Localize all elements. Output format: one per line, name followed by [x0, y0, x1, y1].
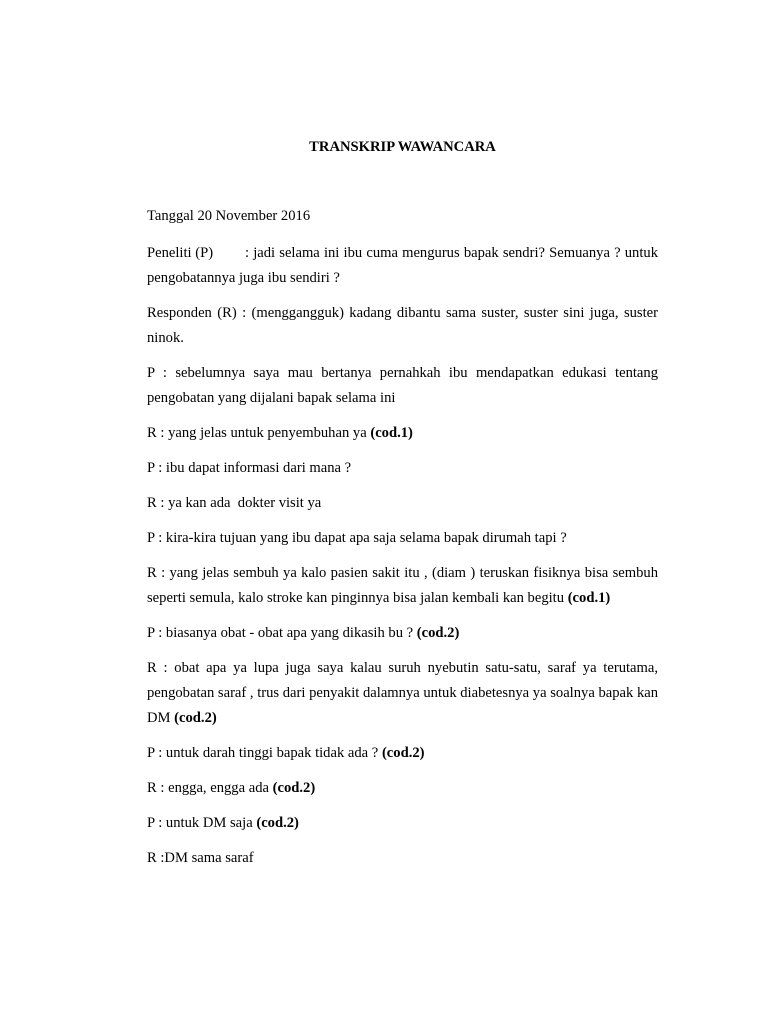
code-tag: (cod.2): [256, 815, 299, 831]
transcript-paragraph: [147, 776, 658, 801]
transcript-paragraph: [147, 421, 658, 446]
paragraph-text: : jadi selama ini ibu cuma mengurus bapak sendri? Semuanya ? untuk pengobatannya juga ibu sendiri ?: [147, 245, 658, 286]
speaker-label: Peneliti (P): [147, 245, 214, 261]
transcript-paragraph: [147, 241, 658, 291]
code-tag: (cod.1): [370, 425, 413, 441]
transcript-paragraph: [147, 491, 658, 516]
date-line: Tanggal 20 November 2016: [147, 208, 311, 224]
code-tag: (cod.1): [567, 590, 611, 606]
document-page: [147, 0, 658, 1024]
transcript-paragraph: [147, 526, 658, 551]
paragraph-text: P : biasanya obat - obat apa yang dikasih bu ?: [147, 625, 417, 641]
paragraph-text: P : kira-kira tujuan yang ibu dapat apa saja selama bapak dirumah tapi ?: [147, 530, 567, 546]
transcript-paragraph: [147, 361, 658, 411]
paragraph-text: P : sebelumnya saya mau bertanya pernahkah ibu mendapatkan edukasi tentang pengobatan yang dijalani bapak selama ini: [147, 365, 658, 406]
document-title: TRANSKRIP WAWANCARA: [309, 139, 496, 155]
paragraph-text: P : untuk darah tinggi bapak tidak ada ?: [147, 745, 382, 761]
paragraph-text: R : yang jelas sembuh ya kalo pasien sakit itu , (diam ) teruskan fisiknya bisa sembuh seperti semula, kalo stroke kan pinginnya bisa jalan kembali kan begitu: [147, 565, 658, 606]
code-tag: (cod.2): [272, 780, 316, 796]
transcript-paragraph: [147, 656, 658, 731]
paragraph-text: R : yang jelas untuk penyembuhan ya: [147, 425, 371, 441]
paragraph-text: R : obat apa ya lupa juga saya kalau suruh nyebutin satu-satu, saraf ya terutama, pengobatan saraf , trus dari penyakit dalamnya untuk diabetesnya ya soalnya bapak kan DM: [147, 660, 659, 726]
transcript-paragraph: [147, 741, 658, 766]
code-tag: (cod.2): [381, 745, 425, 761]
paragraph-text: R :DM sama saraf: [147, 850, 254, 866]
transcript-paragraph: [147, 811, 658, 836]
paragraph-text: P : ibu dapat informasi dari mana ?: [147, 460, 352, 476]
transcript-paragraph: [147, 846, 658, 871]
paragraph-text: R : ya kan ada dokter visit ya: [147, 495, 322, 511]
code-tag: (cod.2): [416, 625, 460, 641]
transcript-paragraph: [147, 561, 658, 611]
paragraph-text: R : engga, engga ada: [147, 780, 273, 796]
paragraph-text: Responden (R) : (menggangguk) kadang dibantu sama suster, suster sini juga, suster ninok.: [147, 305, 658, 346]
transcript-paragraph: [147, 301, 658, 351]
transcript-body: [147, 241, 658, 881]
transcript-paragraph: [147, 456, 658, 481]
paragraph-text: P : untuk DM saja: [147, 815, 257, 831]
code-tag: (cod.2): [174, 710, 217, 726]
transcript-paragraph: [147, 621, 658, 646]
